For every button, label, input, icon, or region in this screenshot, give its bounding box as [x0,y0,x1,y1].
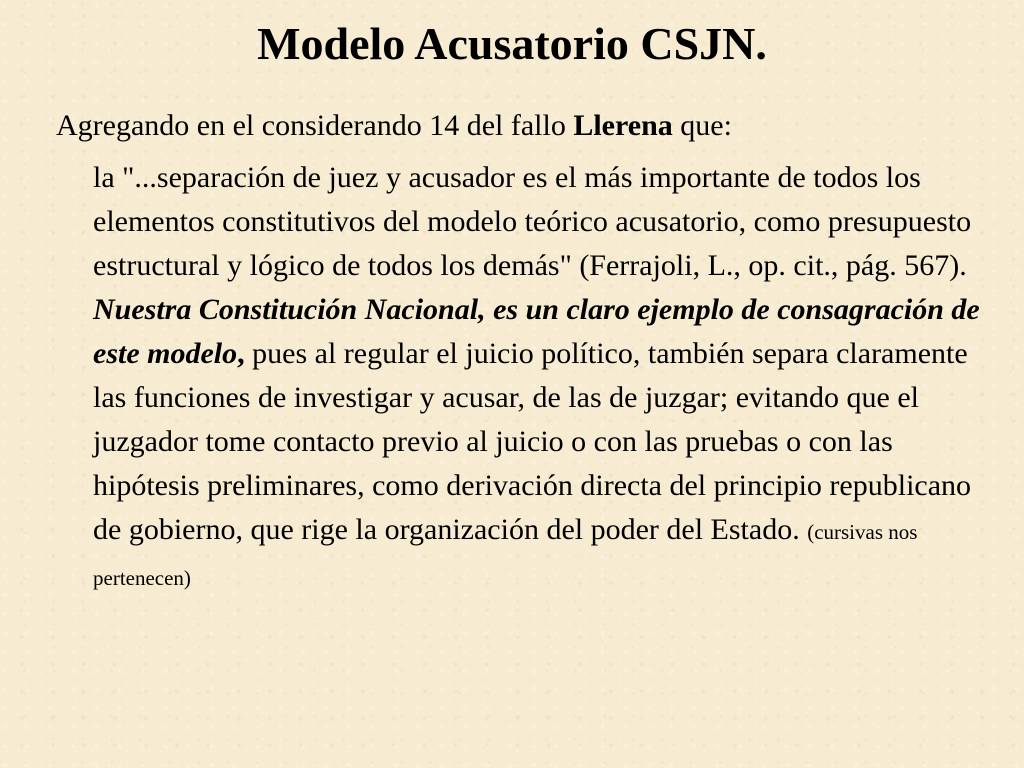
quote-part-1: la "...separación de juez y acusador es el más importante de todos los elementos constitutivos del modelo teórico acusatorio, como presupuesto estructural y lógico de todos los demás" (Ferrajoli, L., op. cit., pág. 567). [93,161,972,282]
slide-title: Modelo Acusatorio CSJN. [257,18,767,69]
intro-prefix: Agregando en el considerando 14 del fallo [56,109,574,142]
quote-part-2: pues al regular el juicio político, también separa claramente las funciones de investigar y acusar, de las de juzgar; evitando que el juzgador tome contacto previo al juicio o con las pruebas o con las hipótesis preliminares, como derivación directa del principio republicano de gobierno, que rige la organización del poder del Estado. [93,337,972,546]
quote-emphasis: Nuestra Constitución Nacional, es un claro ejemplo de consagración de este modelo [93,293,980,370]
quote-note: (cursivas nos pertenecen) [93,520,918,590]
quote-paragraph [93,156,993,600]
quote-emphasis-comma: , [237,337,245,370]
intro-paragraph [56,104,996,148]
case-name: Llerena [573,109,673,142]
intro-suffix: que: [672,109,732,142]
